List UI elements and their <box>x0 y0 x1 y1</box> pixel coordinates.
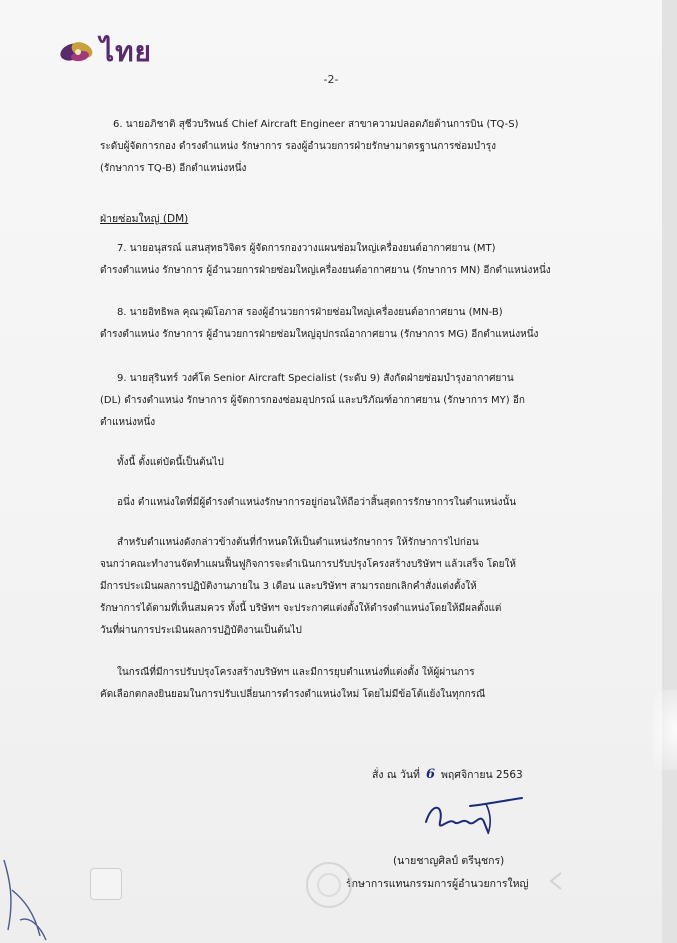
orchid-logo-icon <box>58 36 98 68</box>
edge-glare <box>653 690 677 770</box>
date-month-year: พฤศจิกายน 2563 <box>441 769 523 781</box>
body-line: ในกรณีที่มีการปรับปรุงโครงสร้างบริษัทฯ และมีการยุบตำแหน่งที่แต่งตั้ง ให้ผู้ผ่านการ <box>117 667 475 678</box>
page-number: -2- <box>323 73 339 86</box>
order-date <box>372 766 523 783</box>
margin-scribble-icon <box>0 840 60 943</box>
body-line: อนึ่ง ตำแหน่งใดที่มีผู้ดำรงตำแหน่งรักษาการอยู่ก่อนให้ถือว่าสิ้นสุดการรักษาการในตำแหน่งนั้น <box>117 497 517 508</box>
body-line: มีการประเมินผลการปฏิบัติงานภายใน 3 เดือน และบริษัทฯ สามารถยกเลิกคำสั่งแต่งตั้งให้ <box>100 581 477 592</box>
date-day: 6 <box>425 767 435 782</box>
page-edge-shadow <box>662 0 677 943</box>
signer-title: รักษาการแทนกรรมการผู้อำนวยการใหญ่ <box>346 878 529 890</box>
back-icon[interactable] <box>545 870 567 892</box>
handwritten-signature <box>418 792 528 840</box>
body-line: จนกว่าคณะทำงานจัดทำแผนฟื้นฟูกิจการจะดำเนินการปรับปรุงโครงสร้างบริษัทฯ แล้วเสร็จ โดยให้ <box>100 559 516 570</box>
home-button-overlay[interactable] <box>306 862 352 908</box>
body-line: ทั้งนี้ ตั้งแต่บัดนี้เป็นต้นไป <box>117 457 224 468</box>
body-line: คัดเลือกตกลงยินยอมในการปรับเปลี่ยนการดำรงตำแหน่งใหม่ โดยไม่มีข้อโต้แย้งในทุกกรณี <box>100 689 486 700</box>
logo-wordmark: ไทย <box>100 35 152 68</box>
airline-logo <box>58 30 152 74</box>
body-line: วันที่ผ่านการประเมินผลการปฏิบัติงานเป็นต้นไป <box>100 625 302 636</box>
checkbox-overlay[interactable] <box>90 868 122 900</box>
section-heading: ฝ่ายซ่อมใหญ่ (DM) <box>100 213 189 225</box>
body-line: ตำแหน่งหนึ่ง <box>100 417 156 428</box>
body-line: 8. นายอิทธิพล คุณวุฒิโอภาส รองผู้อำนวยการฝ่ายซ่อมใหญ่เครื่องยนต์อากาศยาน (MN-B) <box>117 307 503 318</box>
body-line: รักษาการได้ตามที่เห็นสมควร ทั้งนี้ บริษัทฯ จะประกาศแต่งตั้งให้ดำรงตำแหน่งโดยให้มีผลตั้งแต่ <box>100 603 502 614</box>
date-prefix: สั่ง ณ วันที่ <box>372 769 420 781</box>
body-line: ระดับผู้จัดการกอง ดำรงตำแหน่ง รักษาการ รองผู้อำนวยการฝ่ายรักษามาตรฐานการซ่อมบำรุง <box>100 141 496 152</box>
body-line: (DL) ดำรงตำแหน่ง รักษาการ ผู้จัดการกองซ่อมอุปกรณ์ และบริภัณฑ์อากาศยาน (รักษาการ MY) อีก <box>100 395 525 406</box>
body-line: (รักษาการ TQ-B) อีกตำแหน่งหนึ่ง <box>100 163 247 174</box>
body-line: 7. นายอนุสรณ์ แสนสุทธวิจิตร ผู้จัดการกองวางแผนซ่อมใหญ่เครื่องยนต์อากาศยาน (MT) <box>117 243 496 254</box>
body-line: ดำรงตำแหน่ง รักษาการ ผู้อำนวยการฝ่ายซ่อมใหญ่อุปกรณ์อากาศยาน (รักษาการ MG) อีกตำแหน่งหนึ่ง <box>100 329 539 340</box>
body-line: 9. นายสุรินทร์ วงศ์โต Senior Aircraft Specialist (ระดับ 9) สังกัดฝ่ายซ่อมบำรุงอากาศยาน <box>117 373 514 384</box>
body-line: ดำรงตำแหน่ง รักษาการ ผู้อำนวยการฝ่ายซ่อมใหญ่เครื่องยนต์อากาศยาน (รักษาการ MN) อีกตำแหน่งหนึ่ง <box>100 265 551 276</box>
body-line: 6. นายอภิชาติ สุชีวบริพนธ์ Chief Aircraft Engineer สาขาความปลอดภัยด้านการบิน (TQ-S) <box>113 119 519 130</box>
body-line: สำหรับตำแหน่งดังกล่าวข้างต้นที่กำหนดให้เป็นตำแหน่งรักษาการ ให้รักษาการไปก่อน <box>117 537 479 548</box>
signer-name: (นายชาญศิลป์ ตรีนุชกร) <box>393 855 505 867</box>
